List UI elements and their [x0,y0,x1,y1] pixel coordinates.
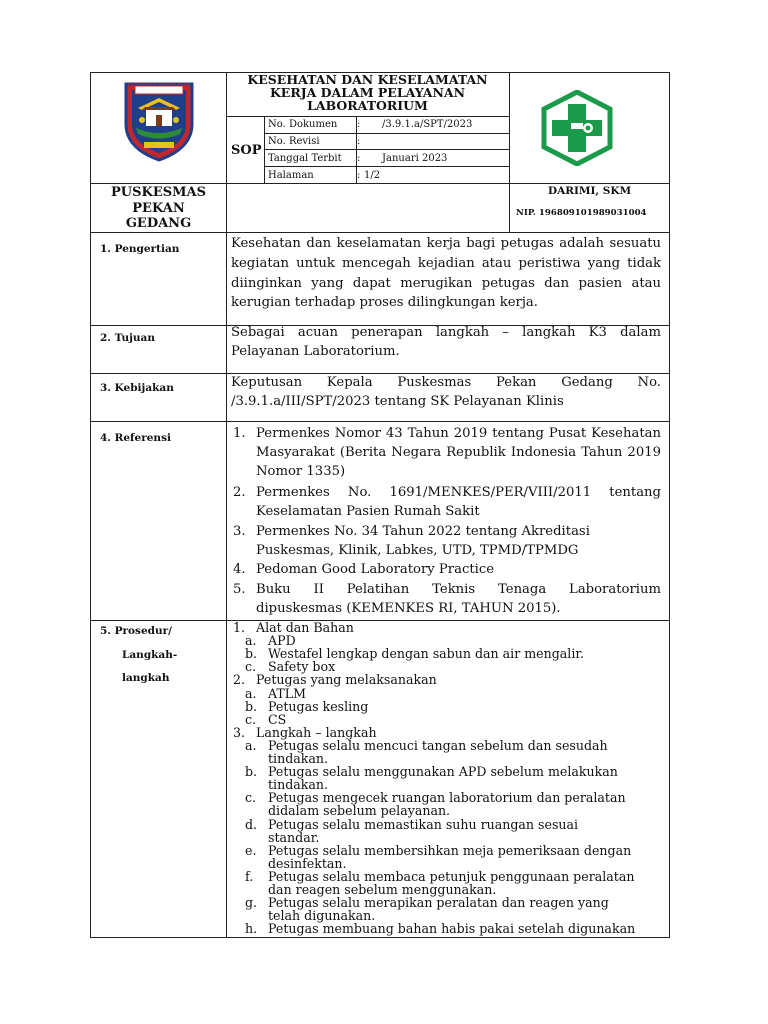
prosedur-group-title: Alat dan Bahan [256,620,354,635]
ref-5-line-2: dipuskesmas (KEMENKES RI, TAHUN 2015). [256,601,561,616]
prosedur-item-text: Petugas selalu mencuci tangan sebelum dan sesudah [268,737,608,753]
signatory-nip: NIP. 196809101989031004 [516,208,647,218]
prosedur-item-text: Petugas selalu menggunakan APD sebelum melakukan [268,764,618,780]
signatory-name: DARIMI, SKM [548,185,632,197]
prosedur-group-title: Petugas yang melaksanakan [256,672,437,688]
section-label-prosedur: 5. Prosedur/ [100,625,172,637]
ref-2-line-2: Keselamatan Pasien Rumah Sakit [256,504,480,519]
ref-num-4: 4. [233,562,246,577]
pengertian-line-4: kerugian terhadap proses dilingkungan kerja. [231,295,538,310]
tujuan-line-2: Pelayanan Laboratorium. [231,344,400,359]
ref-3-line-2: Puskesmas, Klinik, Labkes, UTD, TPMD/TPMDG [256,543,579,558]
logo-caption: KABUPATEN BATANGHARI [127,83,191,88]
col-divider-right [509,72,510,232]
prosedur-item-text: CS [268,711,287,727]
ref-5-line-1: Buku II Pelatihan Teknis Tenaga Laboratorium [256,582,661,597]
ref-3-line-1: Permenkes No. 34 Tahun 2022 tentang Akreditasi [256,524,590,539]
meta-sep-3: : [357,153,361,164]
meta-line-1 [264,133,509,134]
section-label-kebijakan: 3. Kebijakan [100,382,174,394]
ref-num-1: 1. [233,426,246,441]
prosedur-item-text: Petugas kesling [268,698,369,714]
ref-4-line-1: Pedoman Good Laboratory Practice [256,562,495,577]
pengertian-line-3: diinginkan yang dapat merugikan petugas dan pasien atau [231,276,661,291]
org-line-3: GEDANG [125,216,192,231]
kabupaten-logo [118,80,200,162]
pengertian-line-1: Kesehatan dan keselamatan kerja bagi petugas adalah sesuatu [231,236,661,251]
section-label-referensi: 4. Referensi [100,432,171,444]
meta-label-tanggal-terbit: Tanggal Terbit [268,153,342,164]
section-label-pengertian: 1. Pengertian [100,243,180,255]
document-title [226,73,509,112]
prosedur-item-letter: c. [245,659,257,675]
section-label-langkah-2: langkah [122,672,170,684]
prosedur-item-letter: f. [245,868,254,884]
pengertian-line-2: kegiatan untuk mencegah kejadian atau peristiwa yang tidak [231,256,661,271]
prosedur-item-text-cont: didalam sebelum pelayanan. [268,803,451,819]
prosedur-item-text: ATLM [268,685,307,701]
meta-label-halaman: Halaman [268,170,314,181]
frame-bottom [90,937,670,938]
meta-value-halaman: 1/2 [364,170,381,181]
prosedur-item-letter: b. [245,764,258,780]
prosedur-group-title: Langkah – langkah [256,724,377,740]
col-divider-left [226,72,227,937]
prosedur-item-text-cont: desinfektan. [268,855,347,871]
sop-label: SOP [231,143,262,158]
meta-sep-1: : [357,119,361,130]
row-line-4 [90,620,670,621]
prosedur-group-num: 1. [233,620,246,635]
ref-1-line-1: Permenkes Nomor 43 Tahun 2019 tentang Pusat Kesehatan [256,426,661,441]
org-line-1: PUSKESMAS [111,185,206,200]
prosedur-item-letter: b. [245,646,258,662]
ref-2-line-1: Permenkes No. 1691/MENKES/PER/VIII/2011 tentang [256,485,661,500]
org-name [91,185,226,232]
kebijakan-line-2: /3.9.1.a/III/SPT/2023 tentang SK Pelayanan Klinis [231,394,564,409]
prosedur-item-letter: b. [245,698,258,714]
meta-line-3 [264,166,509,167]
prosedur-item-letter: g. [245,895,258,911]
prosedur-item-letter: h. [245,921,258,937]
meta-label-no-dokumen: No. Dokumen [268,119,338,130]
prosedur-item-text-cont: tindakan. [268,777,329,793]
meta-sep-4: : [357,170,361,181]
prosedur-item-text: Petugas selalu membaca petunjuk penggunaan peralatan [268,868,635,884]
frame-right [669,72,670,938]
prosedur-item-text: Petugas selalu memastikan suhu ruangan sesuai [268,816,579,832]
ref-1-line-2: Masyarakat (Berita Negara Republik Indonesia Tahun 2019 [256,445,661,460]
ref-1-line-3: Nomor 1335) [256,464,346,479]
prosedur-item-text: Petugas membuang bahan habis pakai setelah digunakan [268,921,636,937]
prosedur-item-letter: c. [245,790,257,806]
section-label-tujuan: 2. Tujuan [100,332,155,344]
prosedur-item-text: Petugas selalu merapikan peralatan dan reagen yang [268,895,609,911]
meta-sep-2: : [357,136,361,147]
section-label-langkah: Langkah- [122,649,178,661]
tujuan-line-1: Sebagai acuan penerapan langkah – langkah K3 dalam [231,325,661,340]
kebijakan-line-1: Keputusan Kepala Puskesmas Pekan Gedang No. [231,375,661,390]
prosedur-group-num: 3. [233,724,246,740]
prosedur-item-letter: a. [245,685,257,701]
title-bottom-line [226,116,509,117]
prosedur-item-text-cont: standar. [268,829,320,845]
meta-label-no-revisi: No. Revisi [268,136,320,147]
prosedur-item-text-cont: tindakan. [268,751,329,766]
prosedur-item-letter: a. [245,737,257,753]
prosedur-item-text: Westafel lengkap dengan sabun dan air mengalir. [268,646,584,662]
puskesmas-logo [540,90,614,166]
prosedur-item-letter: a. [245,633,257,649]
ref-num-2: 2. [233,485,246,500]
title-line-3: LABORATORIUM [307,98,428,113]
ref-num-3: 3. [233,524,246,539]
org-line-2: PEKAN [132,200,185,216]
prosedur-item-text: APD [268,633,296,649]
prosedur-item-text: Safety box [268,659,336,675]
row-line-3 [90,421,670,422]
header-bottom-line [90,232,670,233]
title-line-1: KESEHATAN DAN KESELAMATAN [247,72,488,87]
prosedur-item-text-cont: telah digunakan. [268,908,376,924]
prosedur-item-letter: c. [245,711,257,727]
prosedur-item-letter: e. [245,842,257,858]
meta-value-tanggal-terbit: Januari 2023 [382,153,448,164]
prosedur-item-text-cont: dan reagen sebelum menggunakan. [268,882,497,897]
prosedur-item-text: Petugas selalu membersihkan meja pemeriksaan dengan [268,842,632,858]
prosedur-item-text: Petugas mengecek ruangan laboratorium dan peralatan [268,790,626,806]
prosedur-item-letter: d. [245,816,258,832]
title-line-2: KERJA DALAM PELAYANAN [269,85,466,100]
meta-line-2 [264,149,509,150]
ref-num-5: 5. [233,582,246,597]
prosedur-group-num: 2. [233,672,246,688]
meta-value-no-dokumen: /3.9.1.a/SPT/2023 [382,119,473,130]
